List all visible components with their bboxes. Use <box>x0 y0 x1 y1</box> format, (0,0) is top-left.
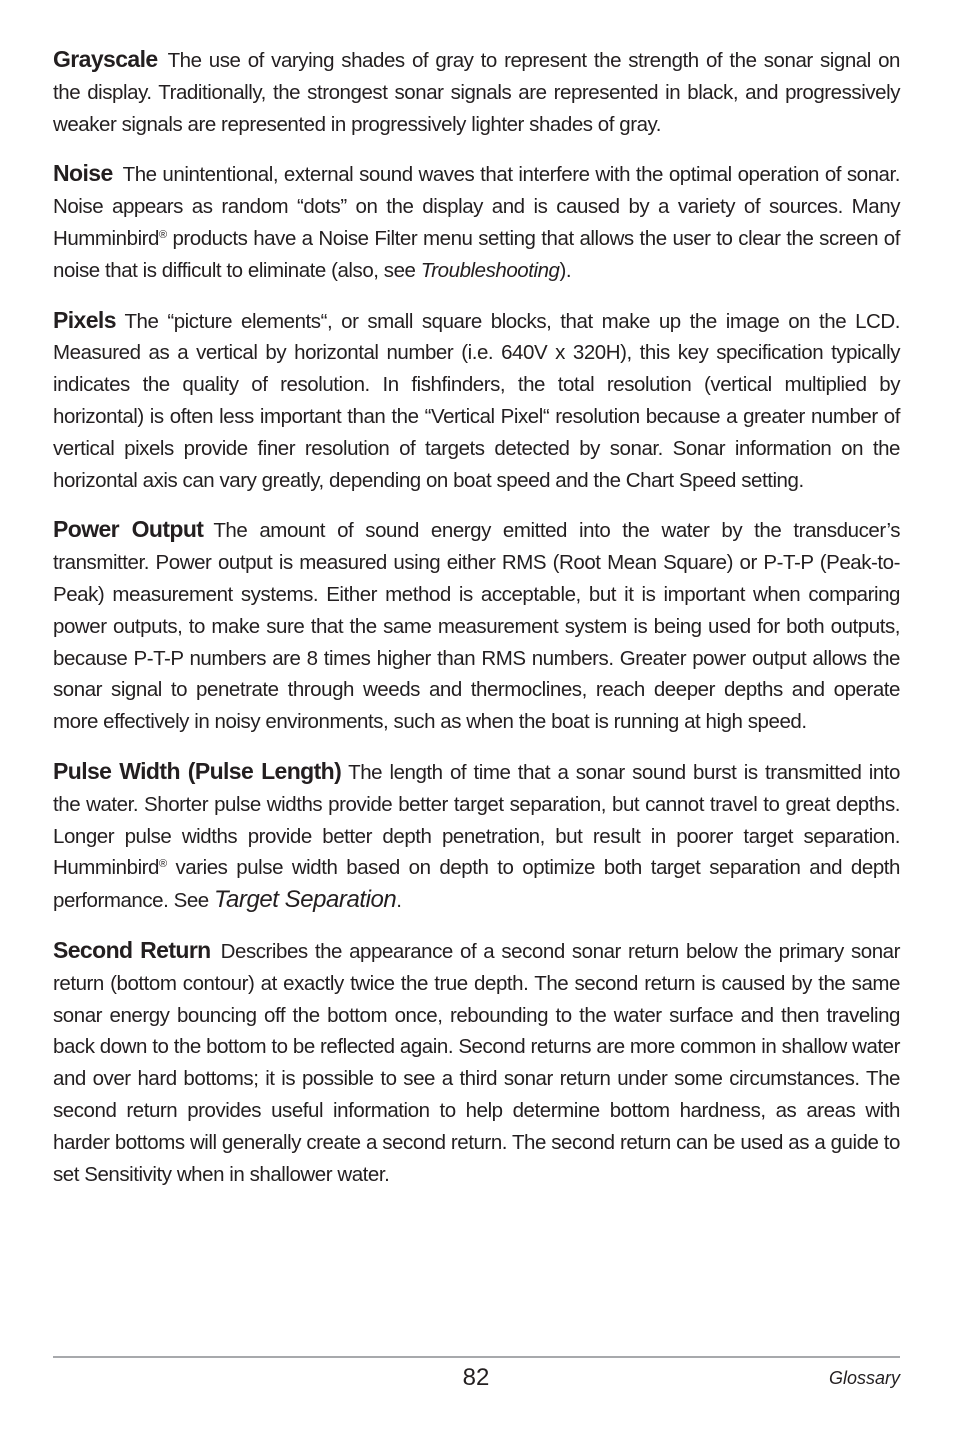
glossary-entry-pulse-width <box>53 756 900 917</box>
glossary-entry-pixels <box>53 305 900 497</box>
glossary-entry-power-output <box>53 514 900 738</box>
cross-reference-link[interactable]: Troubleshooting <box>420 258 560 282</box>
glossary-definition: Describes the appearance of a second sonar return below the primary sonar return (bottom contour) at exactly twice the true depth. The second return is caused by the same sonar energy bouncing off the bottom once, rebounding to the water surface and then traveling back down to the bottom to be reflected again. Second returns are more common in shallow water and over hard bottoms; it is possible to see a third sonar return under some circumstances. The second return provides useful information to help determine bottom hardness, as areas with harder bottoms will generally create a second return. The second return can be used as a guide to set Sensitivity when in shallower water. <box>53 939 900 1186</box>
section-name: Glossary <box>828 1368 900 1388</box>
cross-reference-link[interactable]: Target Separation <box>214 886 397 914</box>
glossary-definition: The unintentional, external sound waves that interfere with the optimal operation of sonar. Noise appears as random “dots” on the display and is caused by a variety of sources. Many Humminbird <box>53 163 900 250</box>
glossary-definition-end: . <box>396 889 402 913</box>
registered-mark: ® <box>159 858 167 871</box>
glossary-definition-cont: varies pulse width based on depth to optimize both target separation and depth performance. See <box>53 856 900 913</box>
glossary-term: Pulse Width (Pulse Length) <box>53 757 342 784</box>
glossary-definition-cont: products have a Noise Filter menu setting that allows the user to clear the screen of noise that is difficult to eliminate (also, see <box>53 226 900 282</box>
glossary-entry-noise <box>53 158 900 286</box>
glossary-definition-end: ). <box>559 258 572 282</box>
glossary-definition: The amount of sound energy emitted into the water by the transducer’s transmitter. Power output is measured using either RMS (Root Mean Square) or P-T-P (Peak-to-Peak) measurement systems. Either method is acceptable, but it is important when comparing power outputs, to make sure that the same measurement system is being used for both outputs, because P-T-P numbers are 8 times higher than RMS numbers. Greater power output allows the sonar signal to penetrate through weeds and thermoclines, reach deeper depths and operate more effectively in noisy environments, such as when the boat is running at high speed. <box>53 519 900 734</box>
glossary-term: Noise <box>53 160 113 187</box>
glossary-term: Pixels <box>53 306 116 333</box>
glossary-definition: The length of time that a sonar sound burst is transmitted into the water. Shorter pulse widths provide better target separation, but cannot travel to great depths. Longer pulse widths provide better depth penetration, but result in poorer target separation. Humminbird <box>53 760 900 880</box>
glossary-term: Grayscale <box>53 46 158 72</box>
footer-divider <box>53 1356 900 1358</box>
glossary-term: Second Return <box>53 936 211 963</box>
glossary-definition: The “picture elements“, or small square blocks, that make up the image on the LCD. Measured as a vertical by horizontal number (i.e. 640V x 320H), this key specification typically indicates the quality of resolution. In fishfinders, the total resolution (vertical multiplied by horizontal) is often less important than the “Vertical Pixel“ resolution because a greater number of vertical pixels provide finer resolution of targets detected by sonar. Sonar information on the horizontal axis can vary greatly, depending on boat speed and the Chart Speed setting. <box>53 309 900 492</box>
glossary-term: Power Output <box>53 516 204 543</box>
glossary-entry-second-return <box>53 935 900 1190</box>
page-number: 82 <box>462 1364 490 1391</box>
glossary-definition: The use of varying shades of gray to represent the strength of the sonar signal on the display. Traditionally, the strongest sonar signals are represented in black, and progressively weaker signals are represented in progressively lighter shades of gray. <box>53 49 900 136</box>
glossary-content <box>53 44 900 1208</box>
glossary-entry-grayscale <box>53 44 900 140</box>
registered-mark: ® <box>159 228 167 241</box>
